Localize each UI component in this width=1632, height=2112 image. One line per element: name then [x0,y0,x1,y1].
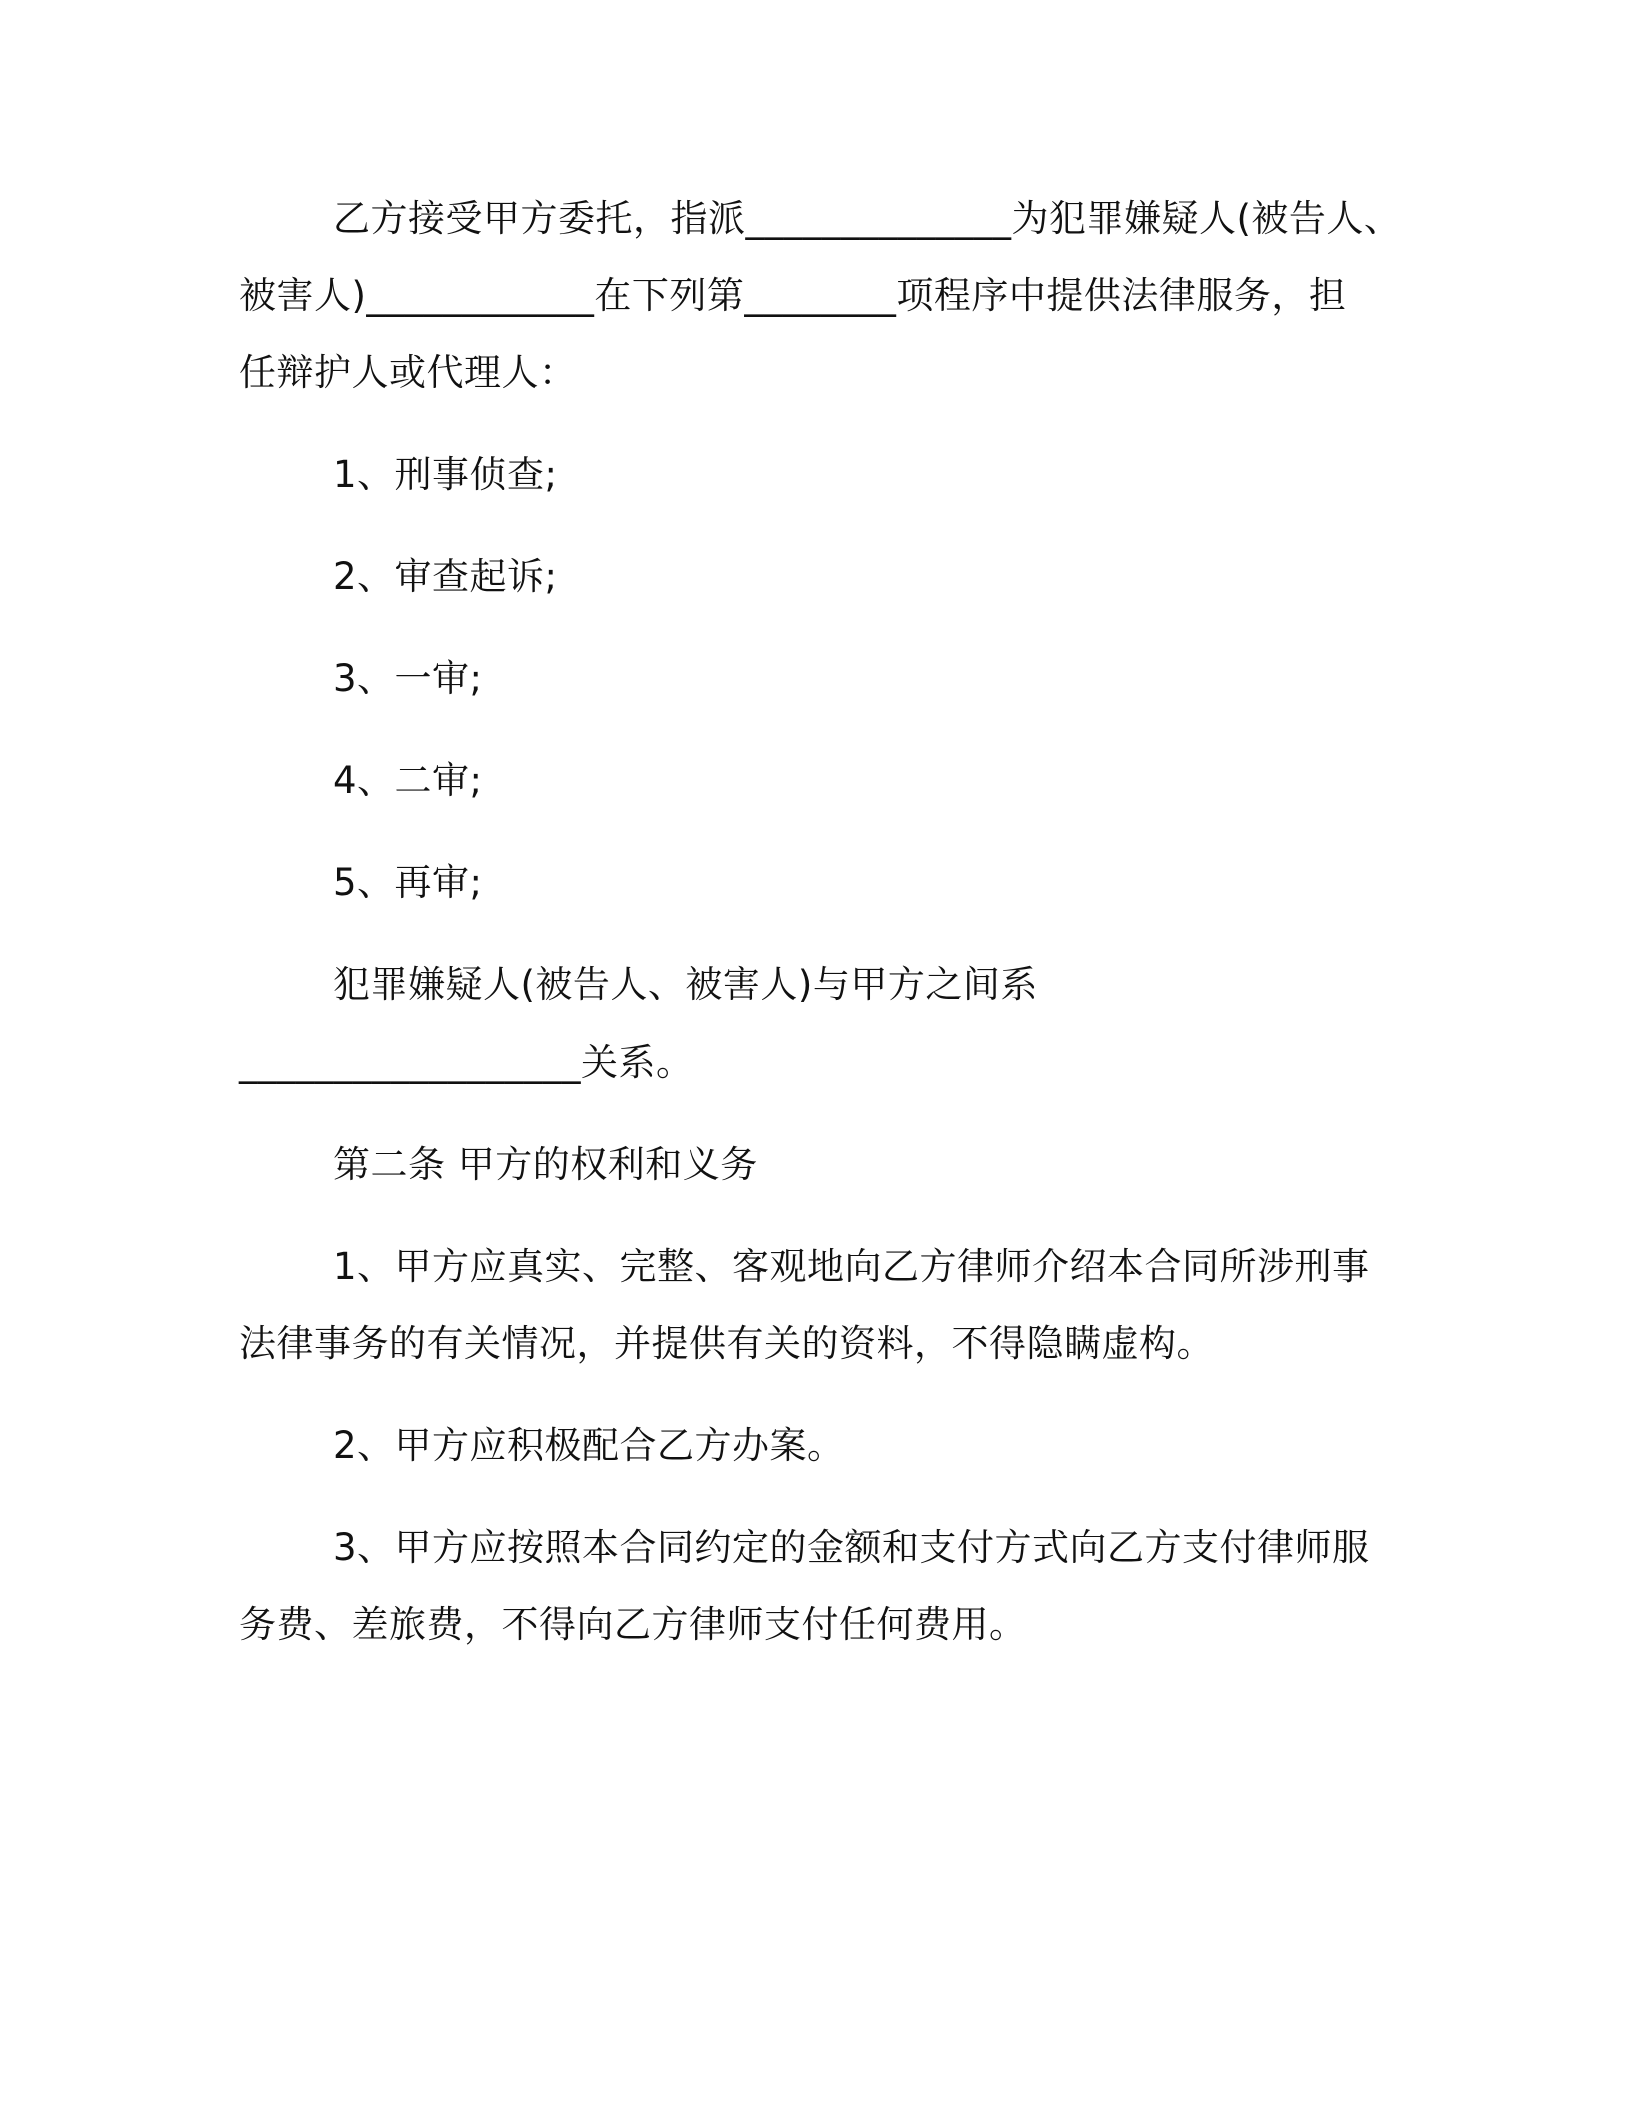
paragraph-entrustment-line-1: 乙方接受甲方委托，指派______________为犯罪嫌疑人(被告人、 [333,197,1402,240]
clause-1-line-2: 法律事务的有关情况，并提供有关的资料，不得隐瞒虚构。 [239,1322,1214,1365]
clause-1-line-1: 1、甲方应真实、完整、客观地向乙方律师介绍本合同所涉刑事 [333,1245,1370,1288]
list-item-first-instance: 3、一审; [333,657,483,700]
paragraph-entrustment-line-2: 被害人)____________在下列第________项程序中提供法律服务，担 [239,274,1347,317]
list-item-criminal-investigation: 1、刑事侦查; [333,453,558,496]
clause-3-line-1: 3、甲方应按照本合同约定的金额和支付方式向乙方支付律师服 [333,1526,1370,1569]
clause-3-line-2: 务费、差旅费，不得向乙方律师支付任何费用。 [239,1603,1027,1646]
paragraph-relationship-line-2: __________________关系。 [239,1041,694,1084]
list-item-prosecution-review: 2、审查起诉; [333,555,558,598]
section-heading-article-2: 第二条 甲方的权利和义务 [333,1143,758,1186]
list-item-second-instance: 4、二审; [333,759,483,802]
clause-2: 2、甲方应积极配合乙方办案。 [333,1424,845,1467]
paragraph-entrustment-line-3: 任辩护人或代理人： [239,351,577,394]
list-item-retrial: 5、再审; [333,861,483,904]
paragraph-relationship-line-1: 犯罪嫌疑人(被告人、被害人)与甲方之间系 [333,963,1038,1006]
